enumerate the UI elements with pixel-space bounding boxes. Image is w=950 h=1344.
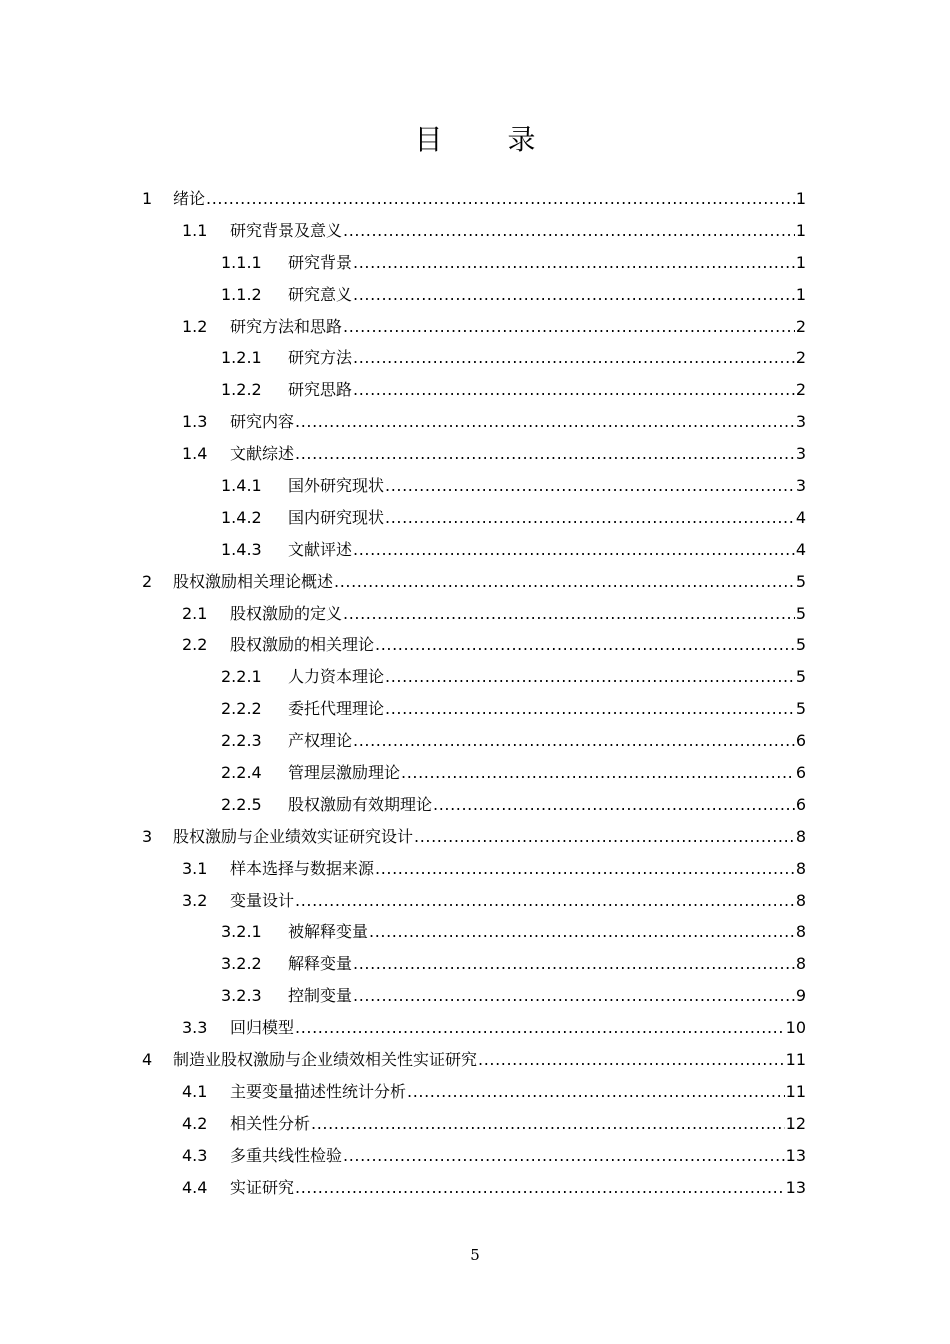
toc-entry-page: 13 xyxy=(785,1145,806,1165)
dot-leader xyxy=(353,948,795,980)
toc-entry-title: 研究背景 xyxy=(288,252,353,272)
toc-entry-page: 5 xyxy=(795,571,806,591)
toc-entry-title: 国内研究现状 xyxy=(288,507,385,527)
toc-entry-page: 6 xyxy=(795,731,806,751)
toc-entry[interactable] xyxy=(142,1076,806,1108)
toc-entry-title: 管理层激励理论 xyxy=(288,763,401,783)
toc-entry[interactable] xyxy=(142,374,806,406)
toc-entry[interactable] xyxy=(142,821,806,853)
toc-entry-title: 研究内容 xyxy=(230,412,295,432)
toc-entry-number: 2 xyxy=(142,571,153,591)
dot-leader xyxy=(401,757,795,789)
toc-entry-number: 4.1 xyxy=(182,1081,208,1101)
toc-entry[interactable] xyxy=(142,629,806,661)
toc-entry[interactable] xyxy=(142,948,806,980)
toc-entry-page: 5 xyxy=(795,635,806,655)
toc-entry-number: 1.4.2 xyxy=(221,507,262,527)
dot-leader xyxy=(375,853,795,885)
toc-entry-page: 2 xyxy=(795,316,806,336)
toc-entry-number: 1.2 xyxy=(182,316,208,336)
toc-entry-page: 3 xyxy=(795,412,806,432)
dot-leader xyxy=(385,693,795,725)
toc-entry-page: 8 xyxy=(795,890,806,910)
toc-entry-number: 4.2 xyxy=(182,1113,208,1133)
toc-entry-number: 2.2 xyxy=(182,635,208,655)
toc-entry-page: 6 xyxy=(795,763,806,783)
toc-entry-page: 5 xyxy=(795,667,806,687)
toc-entry-title: 研究方法 xyxy=(288,348,353,368)
toc-entry-page: 8 xyxy=(795,954,806,974)
dot-leader xyxy=(343,1140,785,1172)
toc-entry-page: 1 xyxy=(795,189,806,208)
toc-entry-number: 1.4.3 xyxy=(221,539,262,559)
toc-entry[interactable] xyxy=(142,183,806,215)
toc-entry-number: 3 xyxy=(142,826,153,846)
toc-entry-number: 1.2.2 xyxy=(221,380,262,400)
toc-entry-page: 10 xyxy=(785,1018,806,1038)
toc-entry[interactable] xyxy=(142,1012,806,1044)
toc-entry[interactable] xyxy=(142,598,806,630)
dot-leader xyxy=(369,916,795,948)
dot-leader xyxy=(206,183,795,215)
dot-leader xyxy=(353,342,795,374)
toc-entry-page: 9 xyxy=(795,986,806,1006)
toc-entry-title: 主要变量描述性统计分析 xyxy=(230,1081,407,1101)
toc-entry-page: 11 xyxy=(785,1050,806,1070)
toc-entry-title: 股权激励相关理论概述 xyxy=(173,571,334,591)
toc-entry-number: 2.2.2 xyxy=(221,699,262,719)
dot-leader xyxy=(295,1012,785,1044)
toc-entry[interactable] xyxy=(142,885,806,917)
toc-entry-number: 2.2.4 xyxy=(221,763,262,783)
toc-entry[interactable] xyxy=(142,566,806,598)
toc-entry-title: 文献评述 xyxy=(288,539,353,559)
dot-leader xyxy=(295,438,795,470)
toc-entry-title: 相关性分析 xyxy=(230,1113,311,1133)
toc-entry[interactable] xyxy=(142,502,806,534)
toc-entry-page: 11 xyxy=(785,1081,806,1101)
dot-leader xyxy=(385,661,795,693)
toc-entry-page: 4 xyxy=(795,507,806,527)
dot-leader xyxy=(478,1044,785,1076)
toc-entry-title: 实证研究 xyxy=(230,1177,295,1197)
toc-entry[interactable] xyxy=(142,406,806,438)
dot-leader xyxy=(295,885,795,917)
toc-entry-page: 8 xyxy=(795,826,806,846)
toc-entry-number: 3.2.1 xyxy=(221,922,262,942)
dot-leader xyxy=(433,789,795,821)
toc-entry[interactable] xyxy=(142,789,806,821)
toc-entry-title: 回归模型 xyxy=(230,1018,295,1038)
toc-entry-number: 3.2.3 xyxy=(221,986,262,1006)
toc-entry-number: 3.3 xyxy=(182,1018,208,1038)
toc-entry-number: 1.1 xyxy=(182,220,208,240)
toc-entry-title: 被解释变量 xyxy=(288,922,369,942)
toc-entry[interactable] xyxy=(142,916,806,948)
toc-entry-title: 研究方法和思路 xyxy=(230,316,343,336)
dot-leader xyxy=(353,534,795,566)
toc-entry-number: 2.1 xyxy=(182,603,208,623)
toc-entry-page: 13 xyxy=(785,1177,806,1197)
toc-entry-number: 2.2.5 xyxy=(221,794,262,814)
toc-entry-page: 8 xyxy=(795,922,806,942)
dot-leader xyxy=(295,406,795,438)
toc-entry-page: 2 xyxy=(795,348,806,368)
page-number: 5 xyxy=(470,1246,480,1264)
toc-entry[interactable] xyxy=(142,693,806,725)
toc-entry[interactable] xyxy=(142,279,806,311)
dot-leader xyxy=(353,980,795,1012)
toc-entry-title: 文献综述 xyxy=(230,444,295,464)
toc-entry-number: 3.2 xyxy=(182,890,208,910)
toc-entry-page: 1 xyxy=(795,252,806,272)
toc-entry-page: 4 xyxy=(795,539,806,559)
toc-entry-title: 股权激励的相关理论 xyxy=(230,635,375,655)
toc-entry-page: 6 xyxy=(795,794,806,814)
toc-entry-page: 1 xyxy=(795,220,806,240)
toc-entry[interactable] xyxy=(142,1172,806,1204)
toc-entry-title: 变量设计 xyxy=(230,890,295,910)
toc-entry-title: 股权激励的定义 xyxy=(230,603,343,623)
toc-entry[interactable] xyxy=(142,853,806,885)
toc-entry-title: 解释变量 xyxy=(288,954,353,974)
toc-entry-title: 股权激励与企业绩效实证研究设计 xyxy=(173,826,414,846)
toc-entry-number: 2.2.1 xyxy=(221,667,262,687)
toc-entry-number: 1 xyxy=(142,189,153,208)
toc-entry-number: 1.1.2 xyxy=(221,284,262,304)
page-title: 目 录 xyxy=(414,123,564,156)
toc-entry-title: 委托代理理论 xyxy=(288,699,385,719)
dot-leader xyxy=(311,1108,785,1140)
toc-entry-title: 研究背景及意义 xyxy=(230,220,343,240)
toc-entry[interactable] xyxy=(142,534,806,566)
toc-entry-title: 绪论 xyxy=(173,189,206,208)
toc-entry-title: 研究意义 xyxy=(288,284,353,304)
toc-entry[interactable] xyxy=(142,247,806,279)
toc-entry[interactable] xyxy=(142,980,806,1012)
dot-leader xyxy=(353,374,795,406)
toc-entry-number: 1.1.1 xyxy=(221,252,262,272)
toc-entry[interactable] xyxy=(142,342,806,374)
dot-leader xyxy=(353,279,795,311)
dot-leader xyxy=(343,215,795,247)
toc-entry-title: 多重共线性检验 xyxy=(230,1145,343,1165)
toc-entry[interactable] xyxy=(142,757,806,789)
toc-entry[interactable] xyxy=(142,1108,806,1140)
toc-entry[interactable] xyxy=(142,1044,806,1076)
toc-entry-number: 2.2.3 xyxy=(221,731,262,751)
dot-leader xyxy=(414,821,795,853)
toc-entry-number: 4 xyxy=(142,1050,153,1070)
dot-leader xyxy=(343,311,795,343)
toc-entry-title: 国外研究现状 xyxy=(288,476,385,496)
toc-entry-number: 1.4 xyxy=(182,444,208,464)
toc-entry-page: 5 xyxy=(795,603,806,623)
toc-entry-title: 控制变量 xyxy=(288,986,353,1006)
toc-entry-title: 制造业股权激励与企业绩效相关性实证研究 xyxy=(173,1050,478,1070)
toc-entry-page: 1 xyxy=(795,284,806,304)
toc-entry-title: 人力资本理论 xyxy=(288,667,385,687)
toc-entry-title: 研究思路 xyxy=(288,380,353,400)
toc-entry-page: 3 xyxy=(795,444,806,464)
toc-entry-number: 3.1 xyxy=(182,858,208,878)
toc-entry[interactable] xyxy=(142,661,806,693)
toc-entry[interactable] xyxy=(142,470,806,502)
toc-entry-page: 5 xyxy=(795,699,806,719)
dot-leader xyxy=(334,566,795,598)
toc-entry[interactable] xyxy=(142,438,806,470)
toc-entry-number: 1.4.1 xyxy=(221,476,262,496)
toc-entry-page: 12 xyxy=(785,1113,806,1133)
dot-leader xyxy=(353,725,795,757)
toc-entry-title: 样本选择与数据来源 xyxy=(230,858,375,878)
toc-entry-number: 3.2.2 xyxy=(221,954,262,974)
toc-entry-number: 1.3 xyxy=(182,412,208,432)
toc-entry-number: 1.2.1 xyxy=(221,348,262,368)
dot-leader xyxy=(407,1076,785,1108)
toc-entry-page: 2 xyxy=(795,380,806,400)
toc-entry-title: 股权激励有效期理论 xyxy=(288,794,433,814)
toc-entry-page: 3 xyxy=(795,476,806,496)
dot-leader xyxy=(385,502,795,534)
toc-entry[interactable] xyxy=(142,215,806,247)
dot-leader xyxy=(353,247,795,279)
toc-entry[interactable] xyxy=(142,725,806,757)
toc-entry[interactable] xyxy=(142,311,806,343)
toc-entry-title: 产权理论 xyxy=(288,731,353,751)
toc-entry-number: 4.3 xyxy=(182,1145,208,1165)
toc-entry-page: 8 xyxy=(795,858,806,878)
table-of-contents xyxy=(142,183,806,1204)
dot-leader xyxy=(295,1172,785,1204)
dot-leader xyxy=(343,598,795,630)
dot-leader xyxy=(375,629,795,661)
dot-leader xyxy=(385,470,795,502)
toc-entry[interactable] xyxy=(142,1140,806,1172)
toc-entry-number: 4.4 xyxy=(182,1177,208,1197)
